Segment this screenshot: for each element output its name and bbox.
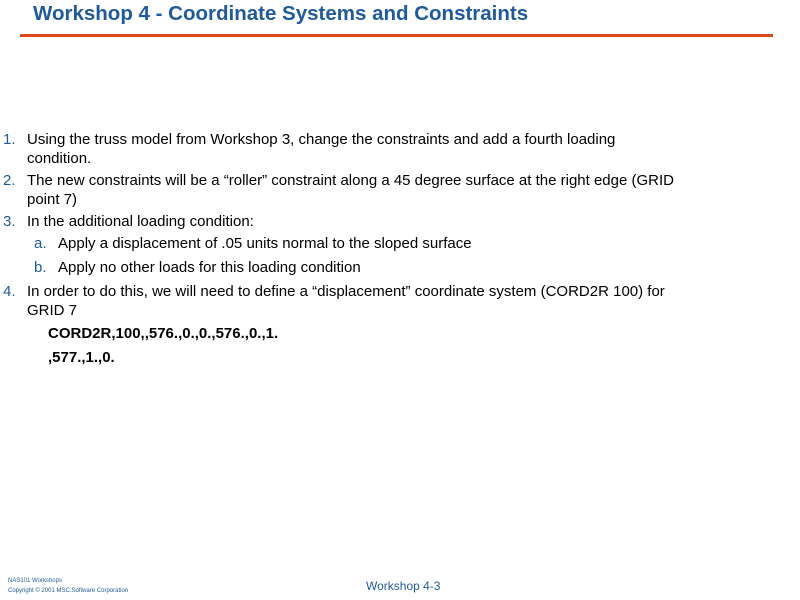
code-line-2: ,577.,1.,0. [48, 349, 115, 366]
sub-list-text: Apply no other loads for this loading condition [58, 259, 361, 276]
sub-list-text: Apply a displacement of .05 units normal to the sloped surface [58, 235, 472, 252]
list-item-4 [0, 282, 800, 320]
list-text: In order to do this, we will need to define a “displacement” coordinate system (CORD2R 100) for GRID 7 [27, 283, 665, 319]
footer-copyright: Copyright © 2001 MSC.Software Corporation [8, 588, 129, 594]
slide-title: Workshop 4 - Coordinate Systems and Constraints [33, 2, 529, 25]
slide-body [0, 130, 800, 367]
sub-list-item-a [0, 234, 800, 253]
list-number: 3. [3, 213, 16, 230]
list-text: The new constraints will be a “roller” constraint along a 45 degree surface at the right edge (GRID point 7) [27, 172, 674, 208]
list-item-1 [0, 130, 800, 168]
list-text: In the additional loading condition: [27, 213, 254, 230]
sub-list-letter: b. [34, 259, 47, 276]
title-divider [20, 34, 773, 37]
list-number: 1. [3, 131, 16, 148]
list-number: 2. [3, 172, 16, 189]
code-line-1: CORD2R,100,,576.,0.,0.,576.,0.,1. [48, 325, 279, 342]
footer-credits [8, 576, 128, 596]
list-item-2 [0, 171, 800, 209]
list-item-3 [0, 212, 800, 231]
list-number: 4. [3, 283, 16, 300]
footer-course: NAS101 Workshops [8, 578, 62, 584]
list-text: Using the truss model from Workshop 3, change the constraints and add a fourth loading condition. [27, 131, 616, 167]
sub-list-item-b [0, 258, 800, 277]
page-label: Workshop 4-3 [366, 579, 441, 593]
sub-list-letter: a. [34, 235, 47, 252]
